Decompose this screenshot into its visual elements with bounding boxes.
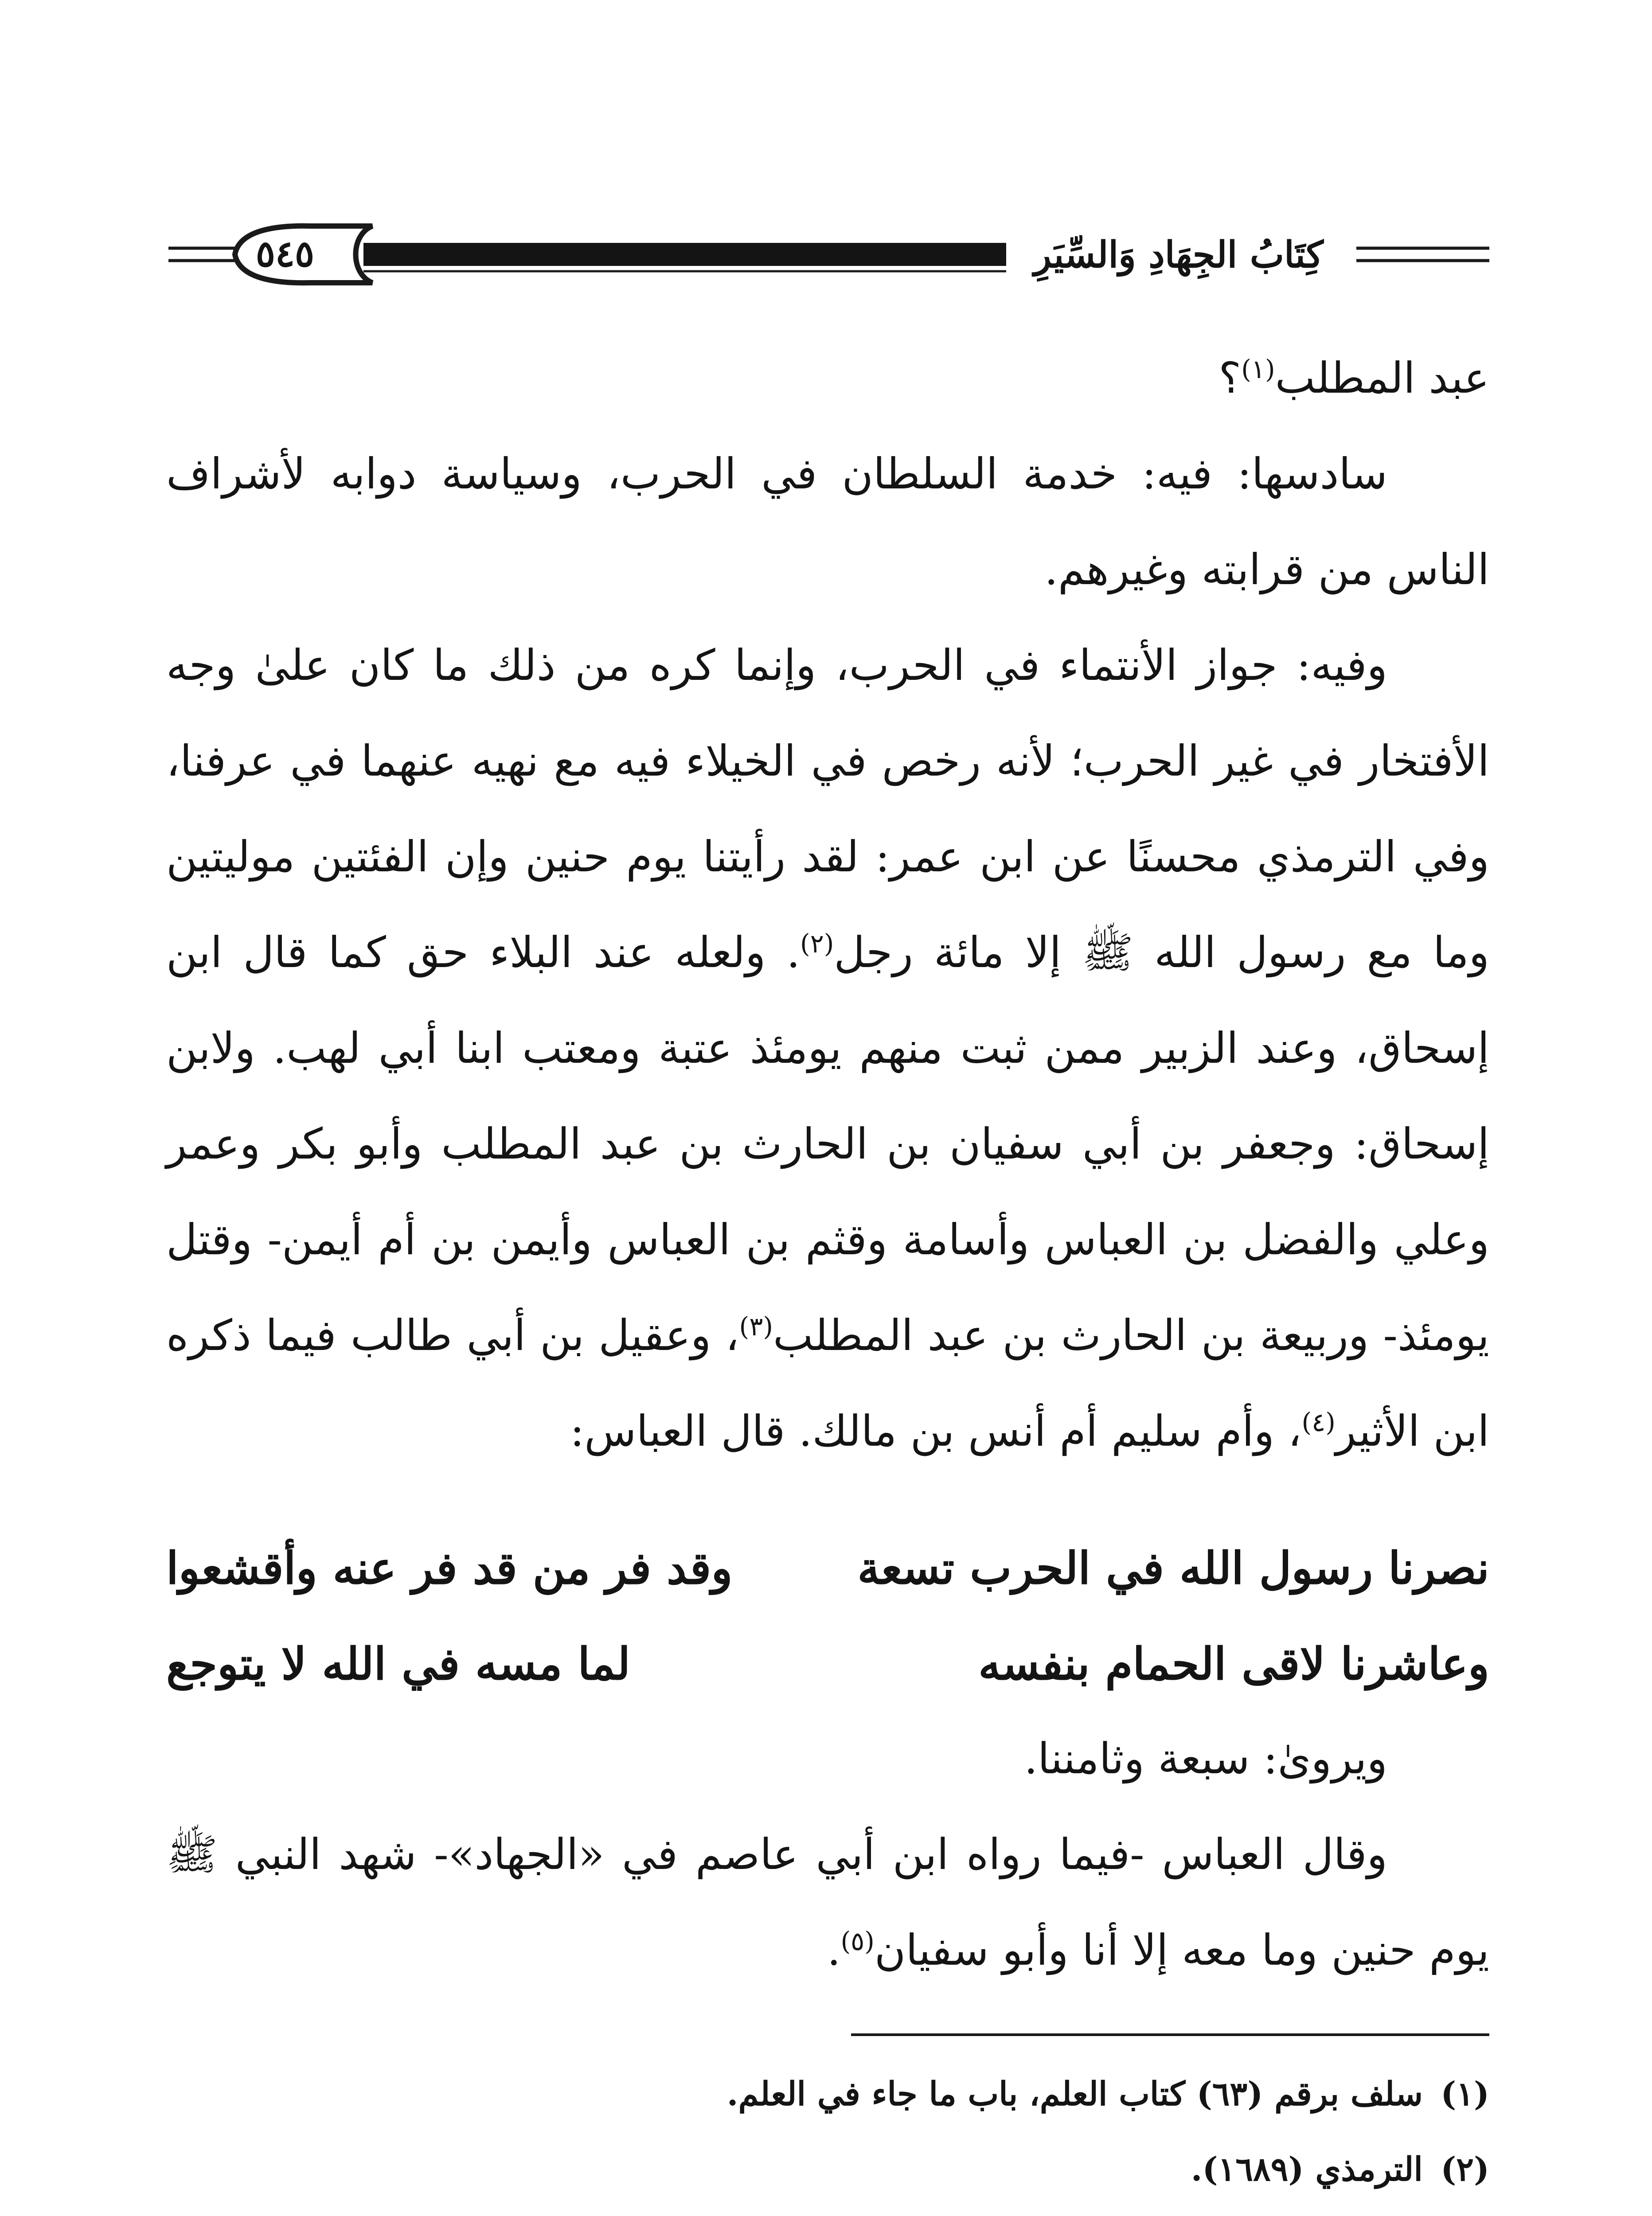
footnote-number: (١) xyxy=(1441,2075,1489,2113)
paragraph-text: ، وأم سليم أم أنس بن مالك. قال العباس: xyxy=(570,1406,1302,1456)
footnote-2 xyxy=(166,2132,1489,2207)
paragraph-4: ويروىٰ: سبعة وثامننا. xyxy=(1024,1734,1387,1783)
paragraph-text: وفيه: جواز الأنتماء في الحرب، وإنما كره من ذلك ما كان علىٰ وجه الأفتخار في غير الحرب؛ لأنه رخص في الخيلاء فيه مع نهيه عنهما في عرفنا، وفي الترمذي محسنًا عن ابن عمر: لقد رأيتنا يوم حنين وإن الفئتين موليتين وما مع رسول الله ﷺ إلا مائة رجل xyxy=(166,640,1490,977)
verse-hemistich-first: نصرنا رسول الله في الحرب تسعة xyxy=(857,1542,1489,1594)
paragraph-text: ؟ xyxy=(1218,353,1242,403)
paragraph-3 xyxy=(166,617,1489,1479)
footnote-ref: (٥) xyxy=(840,1926,875,1956)
footnote-3 xyxy=(166,2207,1489,2216)
paragraph-text: . xyxy=(827,1925,841,1975)
footnote-number xyxy=(1423,2207,1489,2216)
paragraph-text: وقال العباس -فيما رواه ابن أبي عاصم في «الجهاد»- شهد النبي ﷺ يوم حنين وما معه إلا أنا وأبو سفيان xyxy=(166,1830,1489,1975)
page-number: ٥٤٥ xyxy=(255,233,315,275)
footnote-number: (٢) xyxy=(1441,2150,1489,2189)
book-title: كِتَابُ الجِهَادِ وَالسِّيَرِ xyxy=(1034,234,1324,276)
footnote-text: سلف برقم (٦٣) كتاب العلم، باب ما جاء في العلم. xyxy=(726,2075,1423,2113)
paragraph-text: ، وعقيل بن أبي طالب فيما ذكره ابن الأثير xyxy=(166,1311,1489,1456)
footnote-ref: (٣) xyxy=(739,1311,773,1342)
verse-line-1 xyxy=(166,1520,1489,1616)
footnotes xyxy=(166,2056,1489,2216)
paragraph-2: سادسها: فيه: خدمة السلطان في الحرب، وسياسة دوابه لأشراف الناس من قرابته وغيرهم. xyxy=(166,449,1489,594)
paragraph-1 xyxy=(166,330,1489,426)
paragraph-text: . ولعله عند البلاء حق كما قال ابن إسحاق، وعند الزبير ممن ثبت منهم يومئذ عتبة ومعتب ابنا أبي لهب. ولابن إسحاق: وجعفر بن أبي سفيان بن الحارث بن عبد المطلب وأبو بكر وعمر وعلي والفضل بن العباس وأسامة وقثم بن العباس وأيمن بن أم أيمن- وقتل يومئذ- وربيعة بن الحارث بن عبد المطلب xyxy=(166,928,1490,1360)
paragraph-5 xyxy=(166,1806,1489,1998)
verse-hemistich-first: وعاشرنا لاقى الحمام بنفسه xyxy=(978,1638,1489,1690)
verse-line-2 xyxy=(166,1616,1489,1712)
footnote-ref: (١) xyxy=(1241,354,1275,384)
closing-text xyxy=(166,1711,1489,1998)
footnote-ref: (٤) xyxy=(1301,1407,1336,1437)
footnote-text: الترمذي (١٦٨٩). xyxy=(1191,2150,1423,2189)
verse-hemistich-second: لما مسه في الله لا يتوجع xyxy=(166,1638,631,1690)
footnote-1 xyxy=(166,2056,1489,2132)
paragraph-text: عبد المطلب xyxy=(1275,353,1489,403)
main-text xyxy=(166,330,1489,1479)
verse-hemistich-second: وقد فر من قد فر عنه وأقشعوا xyxy=(166,1542,733,1594)
footnote-ref: (٢) xyxy=(800,929,834,959)
footnote-separator xyxy=(851,2033,1489,2036)
